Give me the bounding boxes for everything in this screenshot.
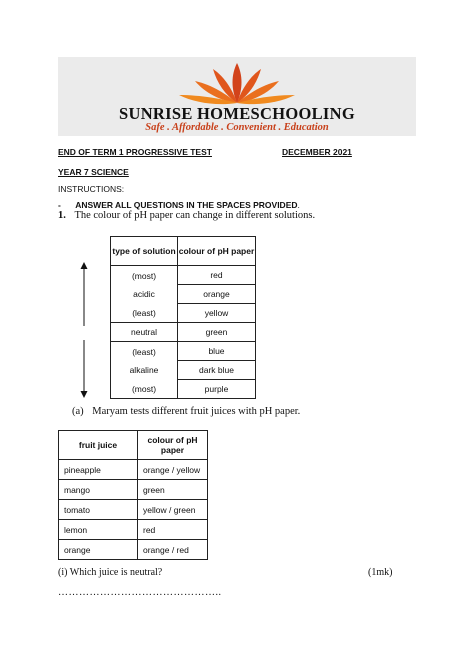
fruit-cell: pineapple	[59, 460, 138, 480]
lotus-logo-icon	[58, 57, 416, 105]
instructions-label: INSTRUCTIONS:	[58, 184, 125, 194]
alkaline-cell	[111, 342, 178, 399]
acidic-least: (least)	[132, 307, 156, 318]
question-text: The colour of pH paper can change in different solutions.	[74, 210, 316, 221]
colour-cell: purple	[178, 380, 256, 399]
question-part-i: (i) Which juice is neutral?	[58, 567, 163, 578]
alkaline-label: alkaline	[129, 364, 159, 375]
question-number: 1.	[58, 210, 66, 221]
answer-line[interactable]: ………………………………………..	[58, 587, 222, 598]
colour-cell: orange / yellow	[138, 460, 208, 480]
colour-cell: green	[138, 480, 208, 500]
table-header-cell: fruit juice	[59, 431, 138, 460]
colour-cell: yellow	[178, 304, 256, 323]
part-text: Maryam tests different fruit juices with pH paper.	[92, 406, 301, 417]
acidic-cell	[111, 266, 178, 323]
colour-cell: orange / red	[138, 540, 208, 560]
arrow-down-icon	[80, 340, 88, 398]
instruction-item	[58, 200, 300, 210]
colour-cell: green	[178, 323, 256, 342]
part-label: (a)	[72, 406, 84, 417]
colour-cell: orange	[178, 285, 256, 304]
fruit-cell: lemon	[59, 520, 138, 540]
table-row	[111, 342, 256, 361]
table-row	[59, 540, 208, 560]
alkaline-least: (least)	[132, 346, 156, 357]
colour-cell: yellow / green	[138, 500, 208, 520]
colour-cell: red	[178, 266, 256, 285]
fruit-juice-table	[58, 430, 208, 560]
instruction-text: ANSWER ALL QUESTIONS IN THE SPACES PROVIDED	[75, 200, 298, 210]
fruit-cell: mango	[59, 480, 138, 500]
table-header-cell: type of solution	[111, 237, 178, 266]
table-header-row	[111, 237, 256, 266]
instruction-period: .	[297, 200, 300, 210]
colour-cell: red	[138, 520, 208, 540]
test-date: DECEMBER 2021	[282, 147, 352, 157]
fruit-cell: tomato	[59, 500, 138, 520]
table-row	[59, 480, 208, 500]
alkaline-most: (most)	[131, 383, 157, 394]
ph-colour-table	[110, 236, 256, 399]
colour-cell: blue	[178, 342, 256, 361]
arrow-up-icon	[80, 262, 88, 326]
table-row	[111, 266, 256, 285]
neutral-cell: neutral	[111, 323, 178, 342]
bullet-dash: -	[58, 200, 61, 210]
year-subject: YEAR 7 SCIENCE	[58, 167, 129, 177]
table-row	[59, 520, 208, 540]
acidic-most: (most)	[131, 270, 157, 281]
table-row	[59, 500, 208, 520]
acidic-label: acidic	[133, 288, 155, 299]
school-tagline: Safe . Affordable . Convenient . Education	[145, 122, 329, 133]
table-row	[111, 323, 256, 342]
table-header-cell: colour of pH paper	[178, 237, 256, 266]
question-1	[58, 210, 315, 221]
table-header-cell: colour of pH paper	[138, 431, 208, 460]
marks-label: (1mk)	[368, 567, 393, 578]
school-name: SUNRISE HOMESCHOOLING	[119, 104, 355, 123]
fruit-cell: orange	[59, 540, 138, 560]
table-row	[59, 460, 208, 480]
question-part-a	[72, 406, 300, 417]
table-header-row	[59, 431, 208, 460]
test-title: END OF TERM 1 PROGRESSIVE TEST	[58, 147, 212, 157]
colour-cell: dark blue	[178, 361, 256, 380]
school-banner	[58, 57, 416, 136]
